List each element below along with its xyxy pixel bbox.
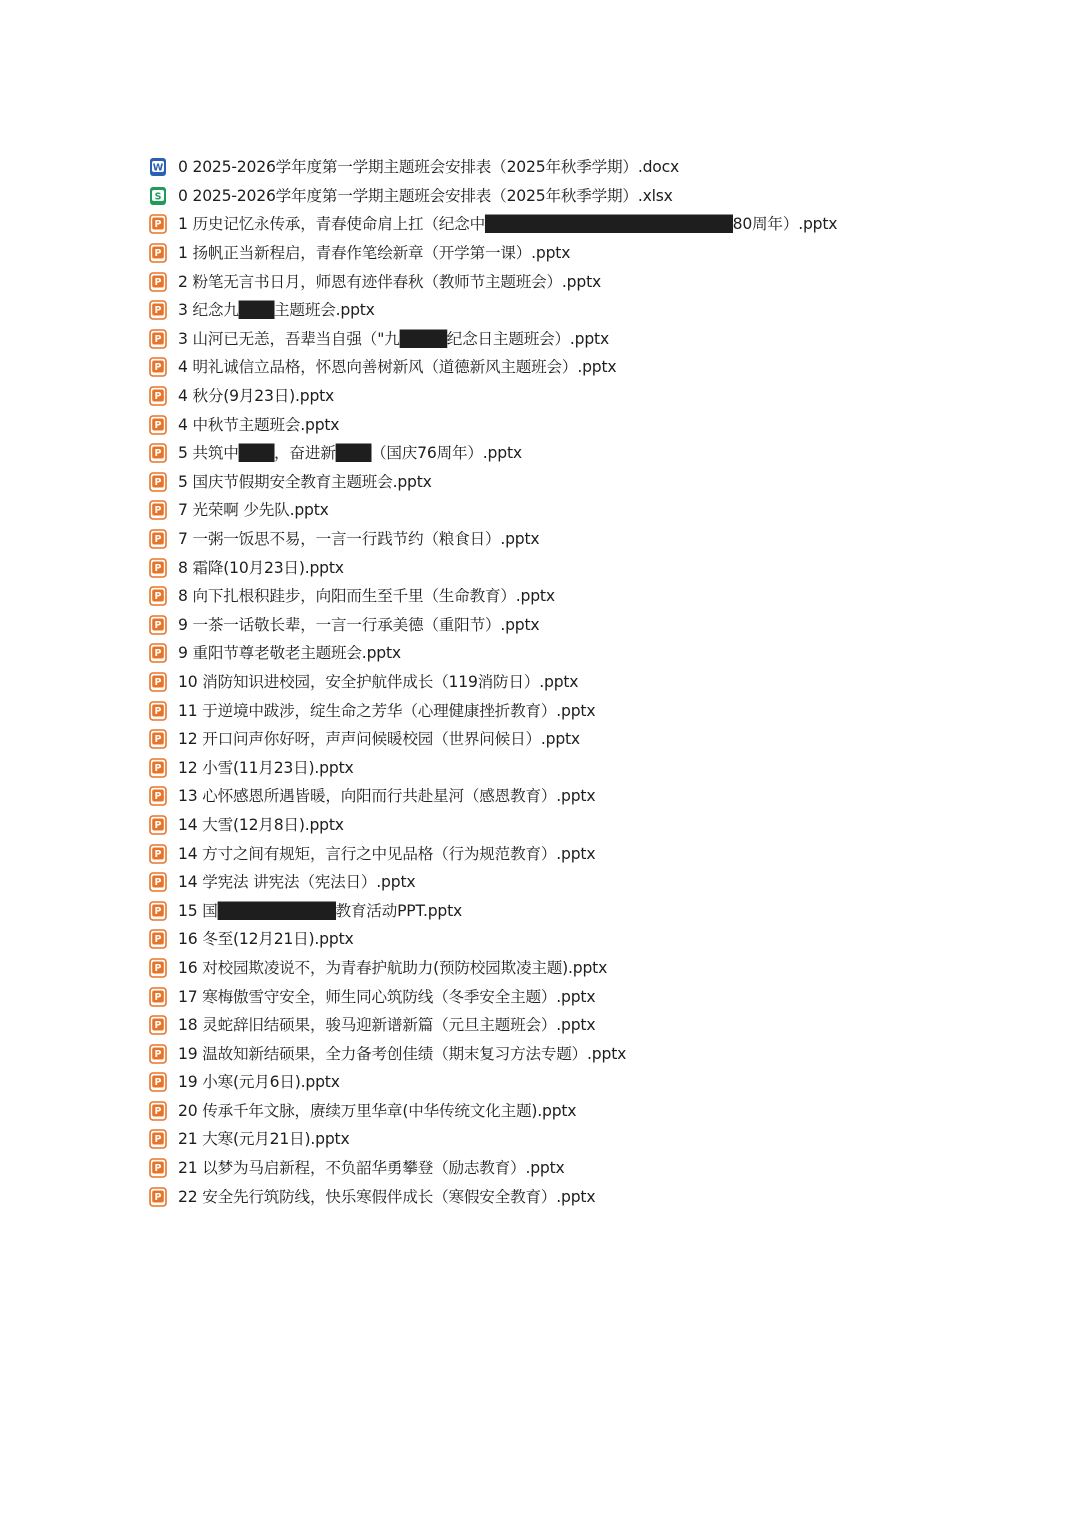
powerpoint-icon — [149, 901, 167, 921]
powerpoint-icon — [149, 415, 167, 435]
file-item-34[interactable] — [149, 1125, 1049, 1154]
file-name: 14 大雪(12月8日).pptx — [178, 815, 344, 834]
file-item-2[interactable] — [149, 210, 1049, 239]
file-item-28[interactable] — [149, 954, 1049, 983]
file-item-36[interactable] — [149, 1182, 1049, 1211]
powerpoint-icon — [149, 558, 167, 578]
powerpoint-icon — [149, 1187, 167, 1207]
svg-text:P: P — [154, 1191, 162, 1203]
file-name: 8 向下扎根积跬步，向阳而生至千里（生命教育）.pptx — [178, 587, 555, 606]
svg-text:P: P — [154, 705, 162, 717]
file-name: 1 历史记忆永传承，青春使命肩上扛（纪念中█████████████████████80周年）.pptx — [178, 215, 838, 234]
file-name: 4 明礼诚信立品格，怀恩向善树新风（道德新风主题班会）.pptx — [178, 358, 617, 377]
powerpoint-icon — [149, 758, 167, 778]
file-name: 3 纪念九███主题班会.pptx — [178, 301, 375, 320]
file-name: 17 寒梅傲雪守安全，师生同心筑防线（冬季安全主题）.pptx — [178, 987, 596, 1006]
svg-text:P: P — [154, 419, 162, 431]
powerpoint-icon — [149, 357, 167, 377]
file-item-18[interactable] — [149, 668, 1049, 697]
file-item-32[interactable] — [149, 1068, 1049, 1097]
spreadsheet-icon — [149, 186, 167, 206]
powerpoint-icon — [149, 386, 167, 406]
file-item-31[interactable] — [149, 1039, 1049, 1068]
svg-text:P: P — [154, 334, 162, 346]
powerpoint-icon — [149, 1129, 167, 1149]
file-name: 19 温故知新结硕果，全力备考创佳绩（期末复习方法专题）.pptx — [178, 1044, 627, 1063]
file-item-22[interactable] — [149, 782, 1049, 811]
svg-text:P: P — [154, 877, 162, 889]
svg-text:P: P — [154, 477, 162, 489]
file-item-9[interactable] — [149, 410, 1049, 439]
file-name: 16 对校园欺凌说不，为青春护航助力(预防校园欺凌主题).pptx — [178, 958, 608, 977]
file-name: 12 开口问声你好呀，声声问候暖校园（世界问候日）.pptx — [178, 730, 580, 749]
file-item-24[interactable] — [149, 839, 1049, 868]
file-item-35[interactable] — [149, 1154, 1049, 1183]
powerpoint-icon — [149, 500, 167, 520]
svg-text:P: P — [154, 734, 162, 746]
powerpoint-icon — [149, 472, 167, 492]
file-item-13[interactable] — [149, 525, 1049, 554]
file-item-17[interactable] — [149, 639, 1049, 668]
file-name: 18 灵蛇辞旧结硕果，骏马迎新谱新篇（元旦主题班会）.pptx — [178, 1016, 596, 1035]
file-name: 8 霜降(10月23日).pptx — [178, 558, 344, 577]
svg-text:S: S — [154, 191, 162, 203]
file-item-6[interactable] — [149, 325, 1049, 354]
svg-text:P: P — [154, 905, 162, 917]
svg-text:P: P — [154, 562, 162, 574]
file-item-4[interactable] — [149, 267, 1049, 296]
file-name: 4 中秋节主题班会.pptx — [178, 415, 340, 434]
powerpoint-icon — [149, 729, 167, 749]
file-item-14[interactable] — [149, 553, 1049, 582]
file-name: 2 粉笔无言书日月，师恩有迹伴春秋（教师节主题班会）.pptx — [178, 272, 602, 291]
file-name: 21 大寒(元月21日).pptx — [178, 1130, 350, 1149]
file-name: 9 重阳节尊老敬老主题班会.pptx — [178, 644, 401, 663]
file-name: 22 安全先行筑防线，快乐寒假伴成长（寒假安全教育）.pptx — [178, 1187, 596, 1206]
file-name: 0 2025-2026学年度第一学期主题班会安排表（2025年秋季学期）.docx — [178, 158, 680, 177]
powerpoint-icon — [149, 300, 167, 320]
file-name: 4 秋分(9月23日).pptx — [178, 387, 335, 406]
svg-text:P: P — [154, 848, 162, 860]
powerpoint-icon — [149, 1072, 167, 1092]
svg-text:P: P — [154, 448, 162, 460]
file-name: 20 传承千年文脉，赓续万里华章(中华传统文化主题).pptx — [178, 1101, 577, 1120]
file-item-30[interactable] — [149, 1011, 1049, 1040]
file-name: 14 方寸之间有规矩，言行之中见品格（行为规范教育）.pptx — [178, 844, 596, 863]
file-item-15[interactable] — [149, 582, 1049, 611]
file-item-16[interactable] — [149, 611, 1049, 640]
file-name: 19 小寒(元月6日).pptx — [178, 1073, 340, 1092]
file-item-5[interactable] — [149, 296, 1049, 325]
file-name: 9 一茶一话敬长辈，一言一行承美德（重阳节）.pptx — [178, 615, 540, 634]
file-name: 10 消防知识进校园，安全护航伴成长（119消防日）.pptx — [178, 672, 579, 691]
svg-text:P: P — [154, 1020, 162, 1032]
file-name: 12 小雪(11月23日).pptx — [178, 758, 354, 777]
svg-text:P: P — [154, 276, 162, 288]
file-item-8[interactable] — [149, 382, 1049, 411]
powerpoint-icon — [149, 1101, 167, 1121]
powerpoint-icon — [149, 844, 167, 864]
powerpoint-icon — [149, 615, 167, 635]
file-item-19[interactable] — [149, 696, 1049, 725]
file-item-11[interactable] — [149, 468, 1049, 497]
file-item-27[interactable] — [149, 925, 1049, 954]
svg-text:P: P — [154, 391, 162, 403]
file-item-25[interactable] — [149, 868, 1049, 897]
powerpoint-icon — [149, 815, 167, 835]
svg-text:P: P — [154, 505, 162, 517]
powerpoint-icon — [149, 1015, 167, 1035]
svg-text:P: P — [154, 963, 162, 975]
svg-text:P: P — [154, 534, 162, 546]
file-item-23[interactable] — [149, 811, 1049, 840]
powerpoint-icon — [149, 529, 167, 549]
svg-text:P: P — [154, 591, 162, 603]
svg-text:P: P — [154, 791, 162, 803]
svg-text:P: P — [154, 1134, 162, 1146]
svg-text:P: P — [154, 1048, 162, 1060]
file-name: 14 学宪法 讲宪法（宪法日）.pptx — [178, 873, 416, 892]
powerpoint-icon — [149, 786, 167, 806]
svg-text:P: P — [154, 219, 162, 231]
svg-text:P: P — [154, 991, 162, 1003]
file-name: 15 国██████████教育活动PPT.pptx — [178, 901, 463, 920]
powerpoint-icon — [149, 958, 167, 978]
file-item-7[interactable] — [149, 353, 1049, 382]
powerpoint-icon — [149, 329, 167, 349]
file-name: 3 山河已无恙，吾辈当自强（"九████纪念日主题班会）.pptx — [178, 329, 609, 348]
file-name: 16 冬至(12月21日).pptx — [178, 930, 354, 949]
file-item-20[interactable] — [149, 725, 1049, 754]
powerpoint-icon — [149, 1158, 167, 1178]
file-name: 0 2025-2026学年度第一学期主题班会安排表（2025年秋季学期）.xlsx — [178, 186, 673, 205]
powerpoint-icon — [149, 272, 167, 292]
file-item-26[interactable] — [149, 896, 1049, 925]
svg-text:P: P — [154, 820, 162, 832]
powerpoint-icon — [149, 214, 167, 234]
svg-text:P: P — [154, 1077, 162, 1089]
file-name: 11 于逆境中跋涉，绽生命之芳华（心理健康挫折教育）.pptx — [178, 701, 596, 720]
svg-text:P: P — [154, 677, 162, 689]
svg-text:P: P — [154, 762, 162, 774]
file-list — [149, 153, 1049, 1211]
file-name: 5 国庆节假期安全教育主题班会.pptx — [178, 472, 432, 491]
file-name: 7 光荣啊 少先队.pptx — [178, 501, 329, 520]
file-item-33[interactable] — [149, 1097, 1049, 1126]
file-item-1[interactable] — [149, 182, 1049, 211]
powerpoint-icon — [149, 987, 167, 1007]
file-item-21[interactable] — [149, 753, 1049, 782]
powerpoint-icon — [149, 929, 167, 949]
powerpoint-icon — [149, 872, 167, 892]
svg-text:P: P — [154, 1106, 162, 1118]
svg-text:P: P — [154, 1163, 162, 1175]
svg-text:P: P — [154, 934, 162, 946]
svg-text:P: P — [154, 362, 162, 374]
file-name: 1 扬帆正当新程启，青春作笔绘新章（开学第一课）.pptx — [178, 244, 571, 263]
file-item-29[interactable] — [149, 982, 1049, 1011]
svg-text:P: P — [154, 248, 162, 260]
word-doc-icon — [149, 157, 167, 177]
file-item-12[interactable] — [149, 496, 1049, 525]
powerpoint-icon — [149, 701, 167, 721]
powerpoint-icon — [149, 672, 167, 692]
file-item-10[interactable] — [149, 439, 1049, 468]
powerpoint-icon — [149, 243, 167, 263]
powerpoint-icon — [149, 586, 167, 606]
svg-text:P: P — [154, 305, 162, 317]
file-item-0[interactable] — [149, 153, 1049, 182]
powerpoint-icon — [149, 1044, 167, 1064]
svg-text:W: W — [152, 162, 164, 174]
file-item-3[interactable] — [149, 239, 1049, 268]
file-name: 13 心怀感恩所遇皆暖，向阳而行共赴星河（感恩教育）.pptx — [178, 787, 596, 806]
svg-text:P: P — [154, 648, 162, 660]
file-name: 7 一粥一饭思不易，一言一行践节约（粮食日）.pptx — [178, 530, 540, 549]
file-name: 5 共筑中███，奋进新███（国庆76周年）.pptx — [178, 444, 522, 463]
file-name: 21 以梦为马启新程，不负韶华勇攀登（励志教育）.pptx — [178, 1159, 565, 1178]
powerpoint-icon — [149, 643, 167, 663]
powerpoint-icon — [149, 443, 167, 463]
svg-text:P: P — [154, 619, 162, 631]
